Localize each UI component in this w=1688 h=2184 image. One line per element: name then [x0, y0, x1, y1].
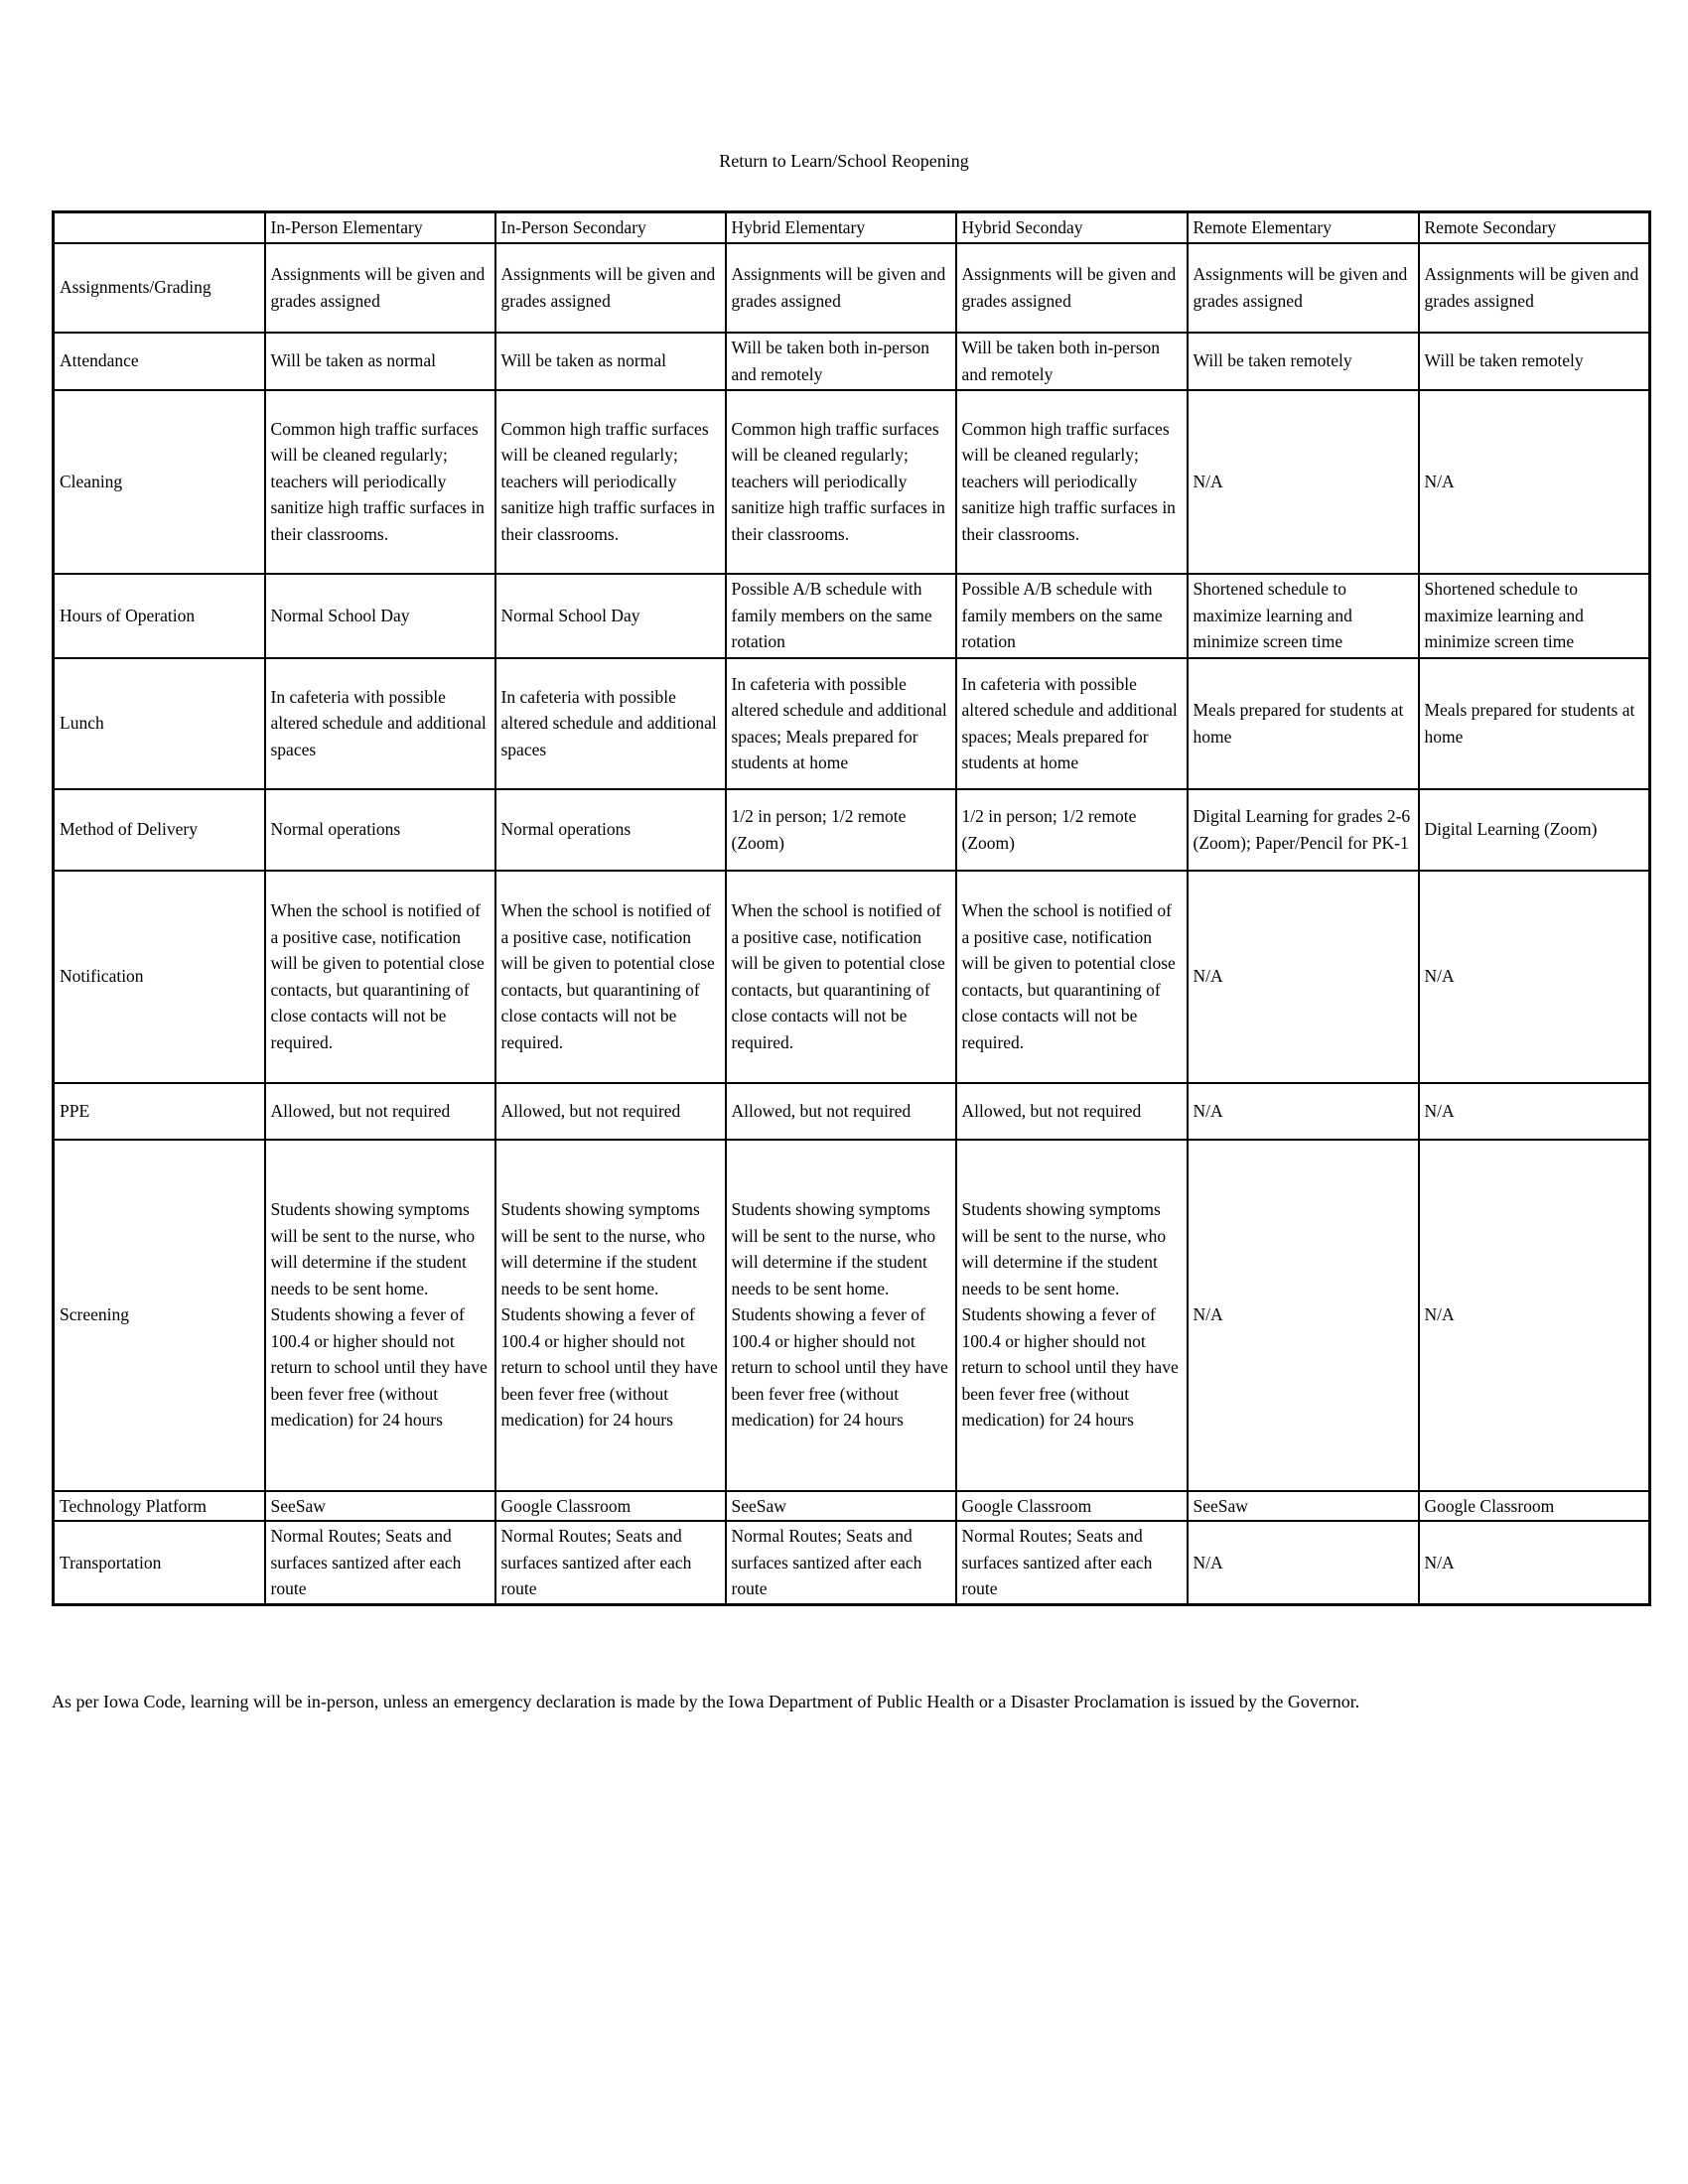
table-cell: When the school is notified of a positive case, notification will be given to potential close contacts, but quarantining of close contacts will not be required.: [265, 871, 495, 1083]
column-header-remote-secondary: Remote Secondary: [1419, 212, 1650, 243]
table-cell: When the school is notified of a positive case, notification will be given to potential close contacts, but quarantining of close contacts will not be required.: [956, 871, 1188, 1083]
table-cell: Will be taken as normal: [265, 333, 495, 390]
table-cell: Will be taken both in-person and remotely: [956, 333, 1188, 390]
table-cell: 1/2 in person; 1/2 remote (Zoom): [726, 789, 956, 871]
table-row: [54, 658, 1650, 789]
table-cell: Assignments will be given and grades assigned: [265, 243, 495, 333]
table-row: [54, 789, 1650, 871]
row-header-attendance: Attendance: [54, 333, 265, 390]
table-cell: N/A: [1419, 1140, 1650, 1491]
table-cell: Assignments will be given and grades assigned: [956, 243, 1188, 333]
table-cell: Students showing symptoms will be sent to the nurse, who will determine if the student needs to be sent home. Students showing a fever of 100.4 or higher should not return to school until they have been fever free (without medication) for 24 hours: [956, 1140, 1188, 1491]
row-header-transportation: Transportation: [54, 1521, 265, 1604]
row-header-screening: Screening: [54, 1140, 265, 1491]
table-cell: Normal operations: [495, 789, 726, 871]
row-header-lunch: Lunch: [54, 658, 265, 789]
table-cell: Google Classroom: [495, 1491, 726, 1522]
table-cell: 1/2 in person; 1/2 remote (Zoom): [956, 789, 1188, 871]
table-cell: Will be taken remotely: [1188, 333, 1419, 390]
column-header-blank: [54, 212, 265, 243]
table-cell: Meals prepared for students at home: [1419, 658, 1650, 789]
table-cell: Google Classroom: [956, 1491, 1188, 1522]
table-cell: N/A: [1188, 1083, 1419, 1140]
table-cell: Assignments will be given and grades assigned: [726, 243, 956, 333]
document-title: Return to Learn/School Reopening: [719, 151, 969, 171]
table-cell: Allowed, but not required: [265, 1083, 495, 1140]
table-cell: In cafeteria with possible altered schedule and additional spaces; Meals prepared for students at home: [726, 658, 956, 789]
column-header-in-person-secondary: In-Person Secondary: [495, 212, 726, 243]
table-cell: Normal Routes; Seats and surfaces santized after each route: [265, 1521, 495, 1604]
row-header-technology-platform: Technology Platform: [54, 1491, 265, 1522]
table-row: [54, 574, 1650, 658]
table-row: [54, 1491, 1650, 1522]
table-cell: N/A: [1419, 871, 1650, 1083]
table-cell: Common high traffic surfaces will be cleaned regularly; teachers will periodically sanitize high traffic surfaces in their classrooms.: [956, 390, 1188, 574]
table-cell: Normal School Day: [265, 574, 495, 658]
table-cell: Normal operations: [265, 789, 495, 871]
table-cell: SeeSaw: [1188, 1491, 1419, 1522]
row-header-notification: Notification: [54, 871, 265, 1083]
column-header-hybrid-elementary: Hybrid Elementary: [726, 212, 956, 243]
table-row: [54, 390, 1650, 574]
table-cell: Normal Routes; Seats and surfaces santized after each route: [726, 1521, 956, 1604]
table-cell: Normal Routes; Seats and surfaces santized after each route: [956, 1521, 1188, 1604]
table-cell: Google Classroom: [1419, 1491, 1650, 1522]
table-cell: Assignments will be given and grades assigned: [495, 243, 726, 333]
table-cell: Assignments will be given and grades assigned: [1419, 243, 1650, 333]
table-row: [54, 1521, 1650, 1604]
iowa-code-note: As per Iowa Code, learning will be in-person, unless an emergency declaration is made by the Iowa Department of Public Health or a Disaster Proclamation is issued by the Governor.: [52, 1692, 1360, 1711]
table-cell: SeeSaw: [726, 1491, 956, 1522]
table-cell: SeeSaw: [265, 1491, 495, 1522]
table-cell: Common high traffic surfaces will be cleaned regularly; teachers will periodically sanitize high traffic surfaces in their classrooms.: [495, 390, 726, 574]
table-cell: In cafeteria with possible altered schedule and additional spaces: [265, 658, 495, 789]
table-row: [54, 243, 1650, 333]
row-header-hours-of-operation: Hours of Operation: [54, 574, 265, 658]
table-cell: N/A: [1188, 1140, 1419, 1491]
column-header-hybrid-secondary: Hybrid Seconday: [956, 212, 1188, 243]
table-cell: Students showing symptoms will be sent to the nurse, who will determine if the student needs to be sent home. Students showing a fever of 100.4 or higher should not return to school until they have been fever free (without medication) for 24 hours: [726, 1140, 956, 1491]
table-cell: Possible A/B schedule with family members on the same rotation: [726, 574, 956, 658]
table-cell: Allowed, but not required: [495, 1083, 726, 1140]
table-row: [54, 333, 1650, 390]
table-cell: Students showing symptoms will be sent to the nurse, who will determine if the student needs to be sent home. Students showing a fever of 100.4 or higher should not return to school until they have been fever free (without medication) for 24 hours: [265, 1140, 495, 1491]
table-cell: Meals prepared for students at home: [1188, 658, 1419, 789]
table-cell: When the school is notified of a positive case, notification will be given to potential close contacts, but quarantining of close contacts will not be required.: [726, 871, 956, 1083]
table-row: [54, 871, 1650, 1083]
table-cell: When the school is notified of a positive case, notification will be given to potential close contacts, but quarantining of close contacts will not be required.: [495, 871, 726, 1083]
table-cell: N/A: [1188, 1521, 1419, 1604]
row-header-cleaning: Cleaning: [54, 390, 265, 574]
row-header-ppe: PPE: [54, 1083, 265, 1140]
table-body: [54, 243, 1650, 1605]
table-cell: N/A: [1419, 1521, 1650, 1604]
table-row: [54, 1140, 1650, 1491]
table-cell: Shortened schedule to maximize learning and minimize screen time: [1419, 574, 1650, 658]
table-cell: Normal School Day: [495, 574, 726, 658]
table-cell: Allowed, but not required: [726, 1083, 956, 1140]
table-cell: N/A: [1419, 1083, 1650, 1140]
table-cell: In cafeteria with possible altered schedule and additional spaces: [495, 658, 726, 789]
table-cell: N/A: [1188, 390, 1419, 574]
table-header: [54, 212, 1650, 243]
table-cell: Possible A/B schedule with family members on the same rotation: [956, 574, 1188, 658]
column-header-in-person-elementary: In-Person Elementary: [265, 212, 495, 243]
table-cell: N/A: [1419, 390, 1650, 574]
table-cell: Will be taken both in-person and remotely: [726, 333, 956, 390]
table-cell: Digital Learning (Zoom): [1419, 789, 1650, 871]
table-cell: Will be taken remotely: [1419, 333, 1650, 390]
column-header-remote-elementary: Remote Elementary: [1188, 212, 1419, 243]
row-header-method-of-delivery: Method of Delivery: [54, 789, 265, 871]
table-cell: Common high traffic surfaces will be cleaned regularly; teachers will periodically sanitize high traffic surfaces in their classrooms.: [265, 390, 495, 574]
table-cell: Assignments will be given and grades assigned: [1188, 243, 1419, 333]
row-header-assignments-grading: Assignments/Grading: [54, 243, 265, 333]
table-cell: Normal Routes; Seats and surfaces santized after each route: [495, 1521, 726, 1604]
table-cell: Digital Learning for grades 2-6 (Zoom); Paper/Pencil for PK-1: [1188, 789, 1419, 871]
table-cell: Allowed, but not required: [956, 1083, 1188, 1140]
table-cell: Common high traffic surfaces will be cleaned regularly; teachers will periodically sanitize high traffic surfaces in their classrooms.: [726, 390, 956, 574]
table-row: [54, 1083, 1650, 1140]
reopening-table: [52, 210, 1651, 1606]
table-cell: N/A: [1188, 871, 1419, 1083]
table-cell: In cafeteria with possible altered schedule and additional spaces; Meals prepared for students at home: [956, 658, 1188, 789]
table-cell: Students showing symptoms will be sent to the nurse, who will determine if the student needs to be sent home. Students showing a fever of 100.4 or higher should not return to school until they have been fever free (without medication) for 24 hours: [495, 1140, 726, 1491]
header-row: [54, 212, 1650, 243]
table-cell: Shortened schedule to maximize learning and minimize screen time: [1188, 574, 1419, 658]
table-cell: Will be taken as normal: [495, 333, 726, 390]
